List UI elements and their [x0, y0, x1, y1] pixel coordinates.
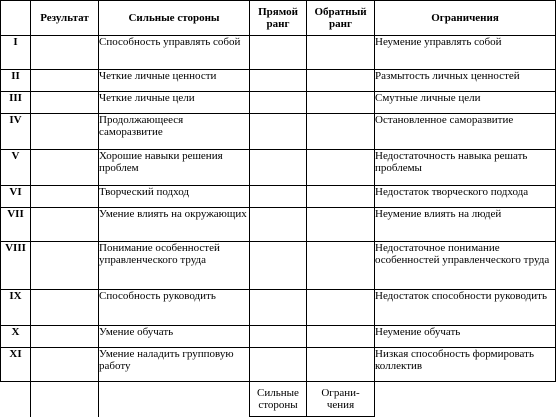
result-cell[interactable] [31, 348, 99, 382]
header-direct-rank: Прямой ранг [250, 1, 307, 36]
strength-cell: Умение наладить групповую работу [99, 348, 250, 382]
row-number: VIII [1, 242, 31, 290]
table-row [1, 150, 556, 186]
limitation-cell: Недостаток способности руководить [375, 290, 556, 326]
table-row [1, 36, 556, 70]
result-cell[interactable] [31, 92, 99, 114]
direct-rank-cell[interactable] [250, 114, 307, 150]
result-cell[interactable] [31, 150, 99, 186]
table-footer-row [1, 382, 556, 417]
header-strengths: Сильные стороны [99, 1, 250, 36]
footer-reverse-text: Ограни- чения [321, 387, 360, 411]
strength-cell: Способность руководить [99, 290, 250, 326]
result-cell[interactable] [31, 326, 99, 348]
header-result: Результат [31, 1, 99, 36]
header-number [1, 1, 31, 36]
result-cell[interactable] [31, 114, 99, 150]
limitation-cell: Низкая способность формировать коллектив [375, 348, 556, 382]
table-row [1, 70, 556, 92]
footer-direct-text: Сильные стороны [257, 387, 299, 411]
direct-rank-cell[interactable] [250, 70, 307, 92]
footer-blank [375, 382, 556, 417]
row-number: V [1, 150, 31, 186]
row-number: IV [1, 114, 31, 150]
result-cell[interactable] [31, 70, 99, 92]
reverse-rank-cell[interactable] [307, 242, 375, 290]
footer-blank [99, 382, 250, 417]
direct-rank-cell[interactable] [250, 290, 307, 326]
table-row [1, 242, 556, 290]
row-number: I [1, 36, 31, 70]
row-number: XI [1, 348, 31, 382]
table-row [1, 92, 556, 114]
reverse-rank-cell[interactable] [307, 70, 375, 92]
table-row [1, 348, 556, 382]
strength-cell: Умение влиять на окружающих [99, 208, 250, 242]
direct-rank-cell[interactable] [250, 208, 307, 242]
footer-reverse-label [307, 382, 375, 417]
table-row [1, 326, 556, 348]
direct-rank-cell[interactable] [250, 150, 307, 186]
header-reverse-rank: Обратный ранг [307, 1, 375, 36]
reverse-rank-cell[interactable] [307, 326, 375, 348]
result-cell[interactable] [31, 290, 99, 326]
reverse-rank-cell[interactable] [307, 186, 375, 208]
strength-cell: Творческий подход [99, 186, 250, 208]
direct-rank-cell[interactable] [250, 92, 307, 114]
footer-blank [31, 382, 99, 417]
strength-cell: Умение обучать [99, 326, 250, 348]
table-row [1, 114, 556, 150]
limitation-cell: Смутные личные цели [375, 92, 556, 114]
limitation-cell: Недостаточное понимание особенностей управленческого труда [375, 242, 556, 290]
reverse-rank-cell[interactable] [307, 114, 375, 150]
table-header-row [1, 1, 556, 36]
limitation-cell: Недостаток творческого подхода [375, 186, 556, 208]
limitation-cell: Неумение влиять на людей [375, 208, 556, 242]
strength-cell: Четкие личные цели [99, 92, 250, 114]
table-row [1, 290, 556, 326]
reverse-rank-cell[interactable] [307, 348, 375, 382]
strength-cell: Понимание особенностей управленческого труда [99, 242, 250, 290]
reverse-rank-cell[interactable] [307, 290, 375, 326]
result-cell[interactable] [31, 186, 99, 208]
reverse-rank-cell[interactable] [307, 92, 375, 114]
strength-cell: Четкие личные ценности [99, 70, 250, 92]
row-number: III [1, 92, 31, 114]
result-cell[interactable] [31, 208, 99, 242]
table-row [1, 186, 556, 208]
result-cell[interactable] [31, 242, 99, 290]
row-number: VI [1, 186, 31, 208]
direct-rank-cell[interactable] [250, 348, 307, 382]
direct-rank-cell[interactable] [250, 186, 307, 208]
footer-blank [1, 382, 31, 417]
strength-cell: Хорошие навыки решения проблем [99, 150, 250, 186]
row-number: X [1, 326, 31, 348]
table-row [1, 208, 556, 242]
row-number: II [1, 70, 31, 92]
reverse-rank-cell[interactable] [307, 208, 375, 242]
direct-rank-cell[interactable] [250, 36, 307, 70]
limitation-cell: Недостаточность навыка решать проблемы [375, 150, 556, 186]
strength-cell: Продолжающееся саморазвитие [99, 114, 250, 150]
row-number: IX [1, 290, 31, 326]
limitation-cell: Неумение обучать [375, 326, 556, 348]
strength-cell: Способность управлять собой [99, 36, 250, 70]
limitation-cell: Остановленное саморазвитие [375, 114, 556, 150]
footer-direct-label [250, 382, 307, 417]
reverse-rank-cell[interactable] [307, 150, 375, 186]
row-number: VII [1, 208, 31, 242]
direct-rank-cell[interactable] [250, 242, 307, 290]
reverse-rank-cell[interactable] [307, 36, 375, 70]
direct-rank-cell[interactable] [250, 326, 307, 348]
result-cell[interactable] [31, 36, 99, 70]
limitation-cell: Размытость личных ценностей [375, 70, 556, 92]
header-limitations: Ограничения [375, 1, 556, 36]
limitation-cell: Неумение управлять собой [375, 36, 556, 70]
